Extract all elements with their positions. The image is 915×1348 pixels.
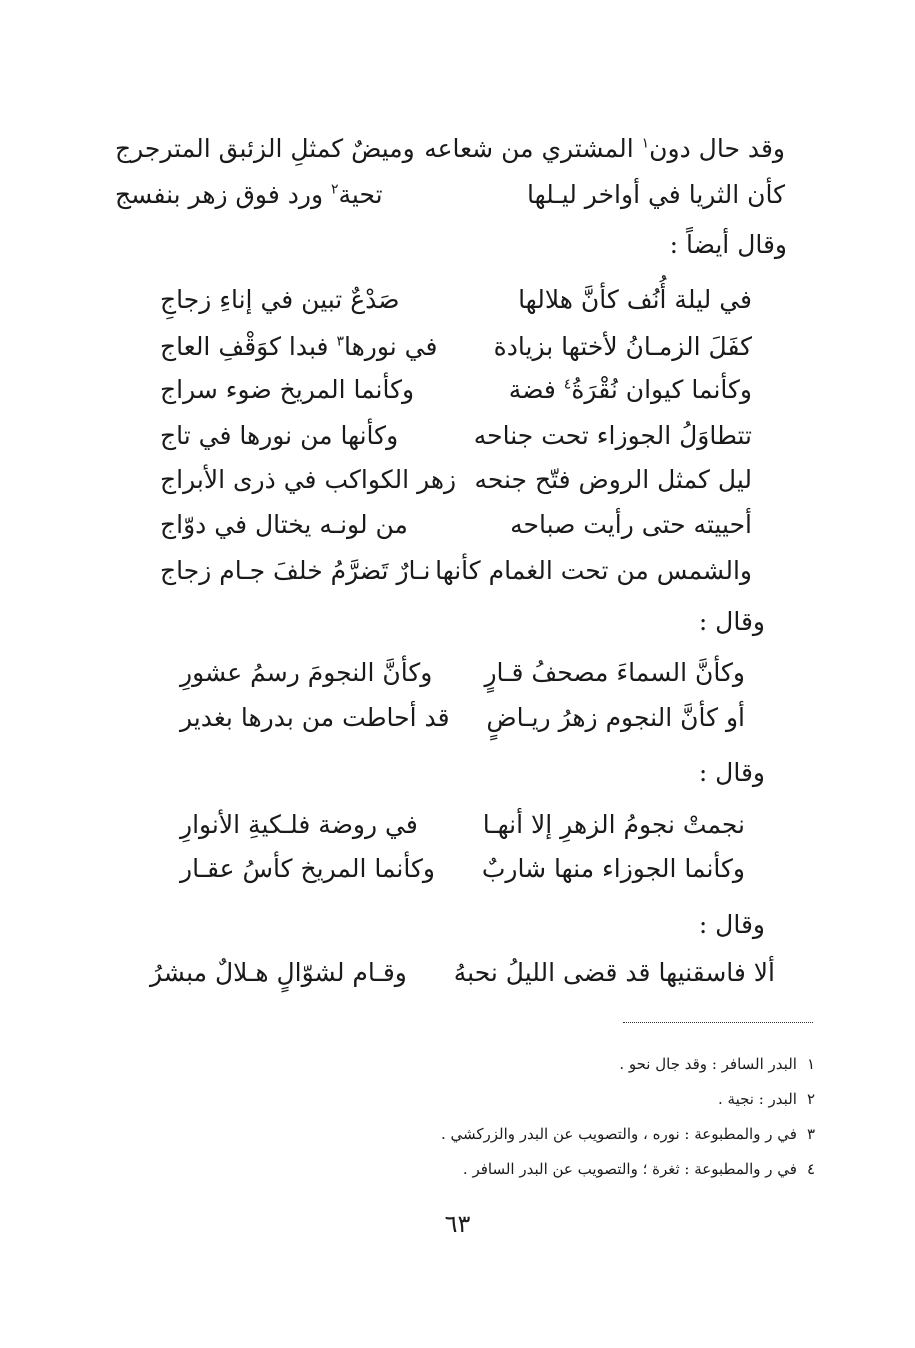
hemistich-left: في نورها$^٣$ فبدا كوَقْفِ العاج	[160, 332, 438, 361]
section-intro: وقال أيضاً :	[669, 230, 787, 259]
verse-line	[180, 660, 745, 685]
hemistich-right: كأن الثريا في أواخر ليـلها	[526, 180, 785, 209]
hemistich-left: زهر الكواكب في ذرى الأبراج	[160, 465, 457, 494]
hemistich-left: وكأنها من نورها في تاج	[160, 421, 399, 450]
verse-line	[180, 705, 745, 730]
footnote: ٢البدر : نجية .	[718, 1090, 815, 1108]
hemistich-left: تحية$^٢$ ورد فوق زهر بنفسج	[115, 180, 383, 209]
section-intro: وقال :	[698, 607, 765, 636]
hemistich-right: ليل كمثل الروض فتّح جنحه	[474, 465, 752, 494]
verse-line	[160, 512, 752, 537]
verse-line	[160, 467, 752, 492]
verse-line	[180, 812, 745, 837]
section-intro: وقال :	[698, 910, 765, 939]
footnote: ٣في ر والمطبوعة : نوره ، والتصويب عن البدر والزركشي .	[440, 1125, 815, 1143]
hemistich-right: والشمس من تحت الغمام كأنها	[435, 556, 752, 585]
verse-line	[160, 377, 752, 402]
footnote: ١البدر السافر : وقد جال نحو .	[619, 1055, 815, 1073]
hemistich-left: في روضة فلـكيةِ الأنوارِ	[180, 810, 418, 839]
section-intro: وقال :	[698, 758, 765, 787]
verse-line	[150, 960, 775, 985]
page-number: ٦٣	[444, 1210, 471, 1238]
hemistich-right: تتطاوَلُ الجوزاء تحت جناحه	[473, 421, 752, 450]
hemistich-right: ألا فاسقنيها قد قضى الليلُ نحبهُ	[453, 958, 775, 987]
hemistich-left: وكأنما المريخ ضوء سراج	[160, 375, 415, 404]
hemistich-left: وكأنَّ النجومَ رسمُ عشورِ	[180, 658, 433, 687]
hemistich-left: وكأنما المريخ كأسُ عقـار	[180, 854, 435, 883]
footnote: ٤في ر والمطبوعة : ثغرة ؛ والتصويب عن البدر السافر .	[462, 1160, 815, 1178]
hemistich-left: نـارٌ تَضرَّمُ خلفَ جـام زجاج	[160, 556, 431, 585]
verse-line	[115, 182, 785, 207]
hemistich-right: وكأنما كيوان نُقْرَةُ$^٤$ فضة	[508, 375, 752, 404]
hemistich-left: وميضٌ كمثلِ الزئبق المترجرج	[115, 134, 415, 163]
verse-line	[160, 334, 752, 359]
hemistich-right: نجمتْ نجومُ الزهرِ إلا أنهـا	[482, 810, 745, 839]
hemistich-right: وكأنَّ السماءَ مصحفُ قـارٍ	[484, 658, 745, 687]
hemistich-left: وقـام لشوّالٍ هـلالٌ مبشرُ	[150, 958, 407, 987]
verse-line	[115, 136, 785, 161]
hemistich-right: في ليلة أُنُف كأنَّ هلالها	[518, 285, 752, 314]
footnote-divider	[623, 1022, 813, 1023]
hemistich-right: كفَلَ الزمـانُ لأختها بزيادة	[493, 332, 752, 361]
verse-line	[180, 856, 745, 881]
hemistich-right: أو كأنَّ النجوم زهرُ ريـاضٍ	[486, 703, 745, 732]
hemistich-left: صَدْعٌ تبين في إناءِ زجاجِ	[160, 285, 400, 314]
verse-line	[160, 558, 752, 583]
hemistich-right: وقد حال دون$^١$ المشتري من شعاعه	[424, 134, 785, 163]
hemistich-right: وكأنما الجوزاء منها شاربٌ	[481, 854, 745, 883]
hemistich-left: من لونـه يختال في دوّاج	[160, 510, 408, 539]
verse-line	[160, 287, 752, 312]
hemistich-right: أحييته حتى رأيت صباحه	[510, 510, 752, 539]
verse-line	[160, 423, 752, 448]
hemistich-left: قد أحاطت من بدرها بغدير	[180, 703, 450, 732]
